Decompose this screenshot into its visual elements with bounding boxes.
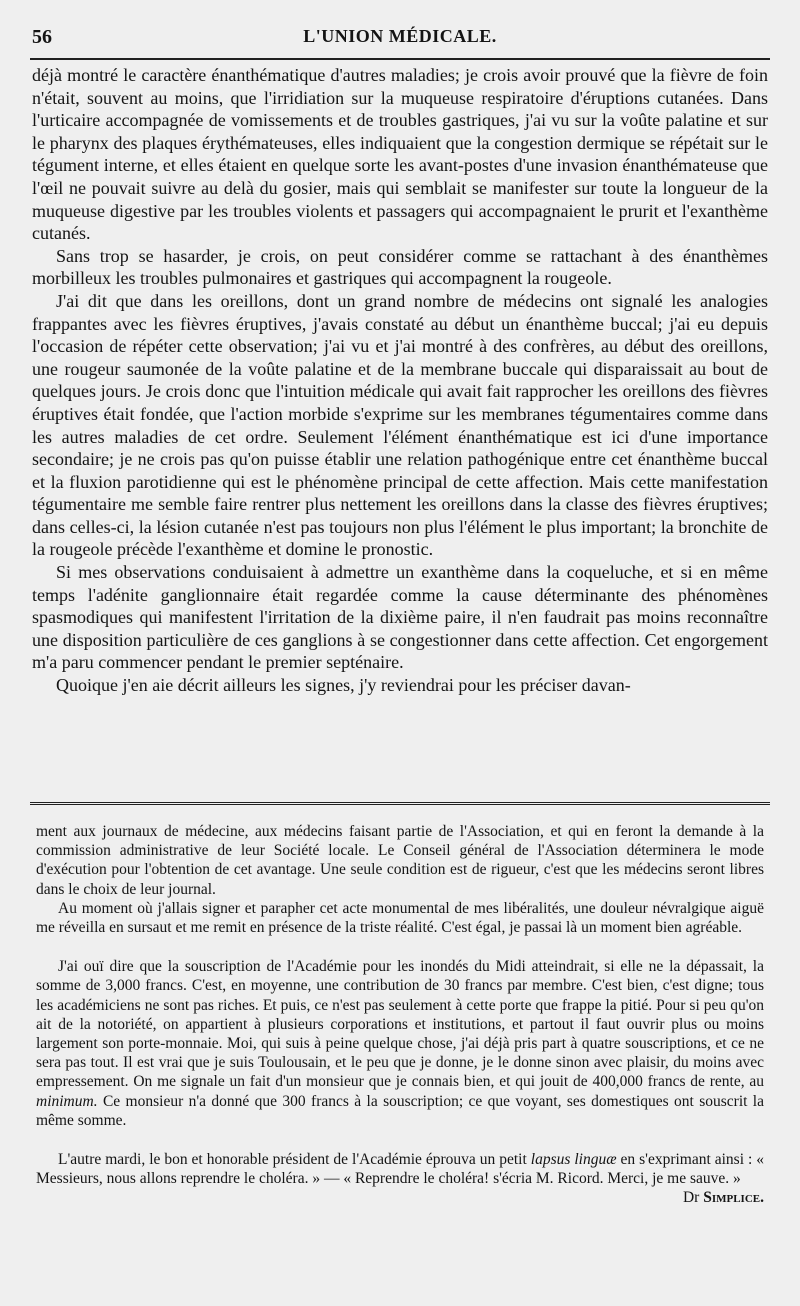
- feuilleton-text: J'ai ouï dire que la souscription de l'Académie pour les inondés du Midi atteindrait, si elle ne la dépassait, la somme de 3,000 francs. C'est, en moyenne, une contribution de 30 francs par membre. C'est bien, c'est digne; tous les académiciens ne sont pas riches. Et puis, ce n'est pas seulement à cette porte que frappe la pitié. Pour si peu qu'on ait de la notoriété, on appartient à plusieurs corporations et institutions, et partout il faut ouvrir plus ou moins largement son porte-monnaie. Moi, qui suis à peine quelque chose, j'ai déjà pris part à quatre souscriptions, et ce ne sera pas tout. Il est vrai que je suis Toulousain, et le peu que je donne, je le donne sinon avec plaisir, du moins avec empressement. On me signale un fait d'un monsieur que je connais bien, et qui jouit de 400,000 francs de rente, au: [36, 958, 764, 1091]
- signature-name: Simplice.: [703, 1189, 764, 1207]
- article-paragraph: J'ai dit que dans les oreillons, dont un grand nombre de médecins ont signalé les analogies frappantes avec les fièvres éruptives, j'avais constaté au début un énanthème buccal; j'ai eu depuis l'occasion de répéter cette observation; j'ai vu et j'ai montré à des confrères, au début des oreillons, une rougeur saumonée de la voûte palatine et de la membrane buccale qui disparaissait au bout de quelques jours. Je crois donc que l'intuition médicale qui avait fait rapprocher les oreillons des fièvres éruptives était fondée, que l'action morbide s'exprime sur les membranes tégumentaires comme dans les autres maladies de cet ordre. Seulement l'élément énanthématique est ici d'une importance secondaire; je ne crois pas qu'on puisse établir une relation pathogénique entre cet énanthème buccal et la fluxion parotidienne qui est le phénomène principal de cette affection. Mais cette manifestation tégumentaire me semble faire rentrer plus nettement les oreillons dans la classe des fièvres éruptives; dans celles-ci, la lésion cutanée n'est pas toujours non plus l'élément le plus important; la bronchite de la rougeole précède l'exanthème et domine le pronostic.: [32, 290, 768, 560]
- feuilleton-paragraph: Au moment où j'allais signer et parapher cet acte monumental de mes libéralités, une douleur névralgique aiguë me réveilla en sursaut et me remit en présence de la triste réalité. C'est égal, je passai là un moment bien agréable.: [36, 899, 764, 937]
- feuilleton-paragraph: [36, 957, 764, 1130]
- page-number: 56: [32, 26, 52, 48]
- article-paragraph: Si mes observations conduisaient à admettre un exanthème dans la coqueluche, et si en même temps l'adénite ganglionnaire était regardée comme la cause déterminante des phénomènes spasmodiques qui manifestent l'irritation de la dixième paire, il n'en faudrait pas moins reconnaître une disposition particulière de ces ganglions à se congestionner dans cette affection. Cet engorgement m'a paru commencer pendant le premier septénaire.: [32, 562, 768, 673]
- article-paragraph: Sans trop se hasarder, je crois, on peut considérer comme se rattachant à des énanthèmes morbilleux les troubles pulmonaires et gastriques qui accompagnent la rougeole.: [32, 245, 768, 289]
- feuilleton-italic: lapsus linguæ: [530, 1151, 617, 1169]
- article-paragraph: déjà montré le caractère énanthématique d'autres maladies; je crois avoir prouvé que la fièvre de foin n'était, souvent au moins, que l'irridiation sur la muqueuse respiratoire d'éruptions cutanées. Dans l'urticaire accompagnée de vomissements et de troubles gastriques, j'ai vu sur la voûte palatine et sur le pharynx des plaques érythémateuses, elles indiquaient que la congestion dermique se répétait sur le tégument interne, et elles étaient en quelque sorte les avant-postes d'une invasion énanthémateuse que l'œil ne pouvait suivre au delà du gosier, mais qui semblait se manifester sur toute la longueur de la muqueuse digestive par les troubles violents et passagers qui accompagnaient le prurit et l'exanthème cutanés.: [32, 65, 768, 244]
- feuilleton-text: L'autre mardi, le bon et honorable président de l'Académie éprouva un petit: [58, 1151, 527, 1169]
- feuilleton-divider: [30, 802, 770, 809]
- feuilleton-text: en s'exprimant ainsi : « Messieurs, nous allons reprendre le choléra. » — « Reprendre le choléra! s'écria M. Ricord. Merci, je me sauve. »: [36, 1151, 765, 1188]
- feuilleton-italic: minimum.: [36, 1092, 98, 1110]
- paragraph-gap: [36, 937, 764, 957]
- feuilleton-paragraph: ment aux journaux de médecine, aux médecins faisant partie de l'Association, et qui en feront la demande à la commission administrative de leur Société locale. Le Conseil général de l'Association déterminera le mode d'exécution pour l'obtention de cet avantage. Une seule condition est de rigueur, c'est que les médecins seront libres dans le choix de leur journal.: [36, 823, 764, 898]
- main-article: [32, 64, 768, 697]
- signature: [36, 1188, 764, 1207]
- article-paragraph: Quoique j'en aie décrit ailleurs les signes, j'y reviendrai pour les préciser davan-: [56, 675, 631, 696]
- feuilleton-text: Ce monsieur n'a donné que 300 francs à la souscription; ce que voyant, ses domestiques ont souscrit la même somme.: [36, 1092, 764, 1129]
- page-header: [32, 26, 768, 50]
- running-title: L'UNION MÉDICALE.: [303, 26, 497, 46]
- paragraph-gap: [36, 1130, 764, 1150]
- signature-prefix: Dr: [682, 1189, 700, 1207]
- feuilleton-column: [36, 822, 764, 1208]
- feuilleton-paragraph: [36, 1150, 764, 1188]
- header-rule: [30, 58, 770, 60]
